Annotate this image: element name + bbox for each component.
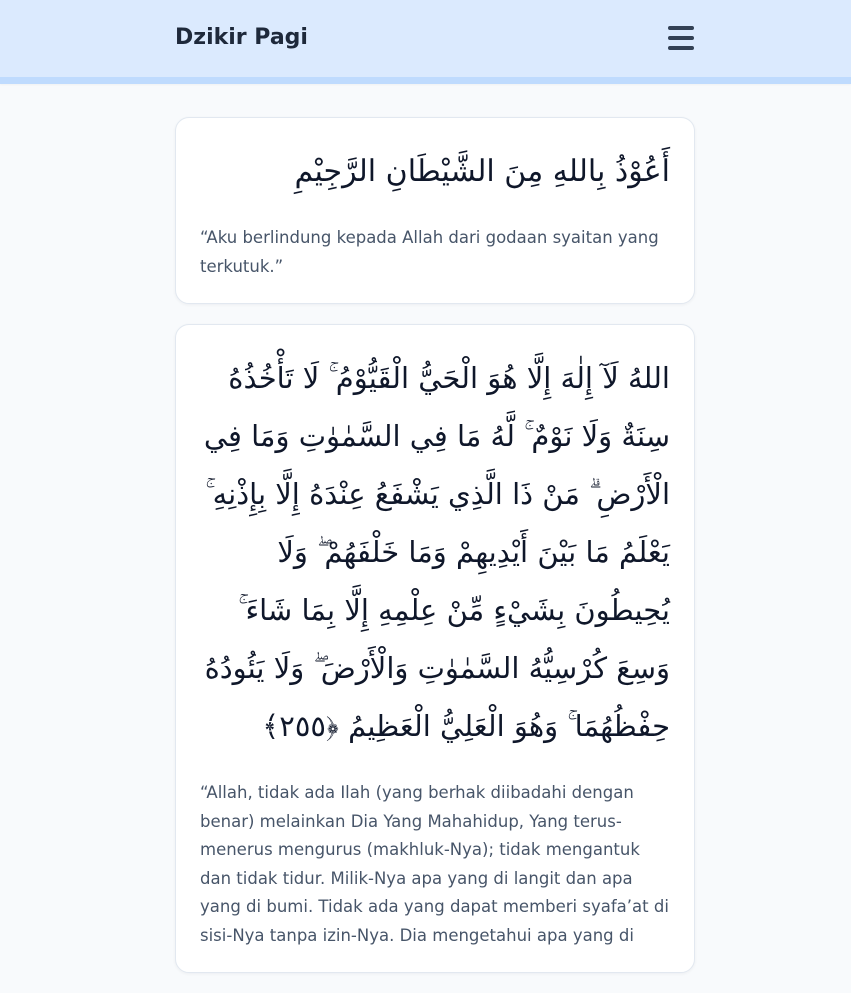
app-header (0, 0, 851, 84)
hamburger-menu-icon[interactable] (666, 25, 696, 51)
dzikir-card (175, 117, 695, 304)
translation-text: “Allah, tidak ada Ilah (yang berhak diibadahi dengan benar) melainkan Dia Yang Mahahidup, Yang terus-menerus mengurus (makhluk-Nya); tidak mengantuk dan tidak tidur. Milik-Nya apa yang di langit dan apa yang di bumi. Tidak ada yang dapat memberi syafa’at di sisi-Nya tanpa izin-Nya. Dia mengetahui apa yang di (200, 783, 669, 945)
page-title: Dzikir Pagi (175, 25, 308, 50)
menu-bar-bottom (668, 46, 694, 50)
translation-text: “Aku berlindung kepada Allah dari godaan syaitan yang terkutuk.” (200, 228, 659, 276)
arabic-text: اللهُ لَآ إِلٰهَ إِلَّا هُوَ الْحَيُّ الْقَيُّوْمُ ۚ لَا تَأْخُذُهُ سِنَةٌ وَلَا نَوْمٌ ۚ لَّهُ مَا فِي السَّمٰوٰتِ وَمَا فِي الْأَرْضِ ۗ مَنْ ذَا الَّذِي يَشْفَعُ عِنْدَهُ إِلَّا بِإِذْنِهِ ۚ يَعْلَمُ مَا بَيْنَ أَيْدِيهِمْ وَمَا خَلْفَهُمْ ۖ وَلَا يُحِيطُونَ بِشَيْءٍ مِّنْ عِلْمِهِ إِلَّا بِمَا شَاءَ ۚ وَسِعَ كُرْسِيُّهُ السَّمٰوٰتِ وَالْأَرْضَ ۖ وَلَا يَئُودُهُ حِفْظُهُمَا ۚ وَهُوَ الْعَلِيُّ الْعَظِيمُ ﴿٢٥٥﴾ (203, 361, 670, 743)
dzikir-card (175, 324, 695, 973)
menu-bar-top (668, 26, 694, 30)
menu-bar-middle (668, 36, 694, 40)
dzikir-list (175, 117, 695, 993)
arabic-text: أَعُوْذُ بِاللهِ مِنَ الشَّيْطَانِ الرَّجِيْمِ (294, 154, 670, 189)
